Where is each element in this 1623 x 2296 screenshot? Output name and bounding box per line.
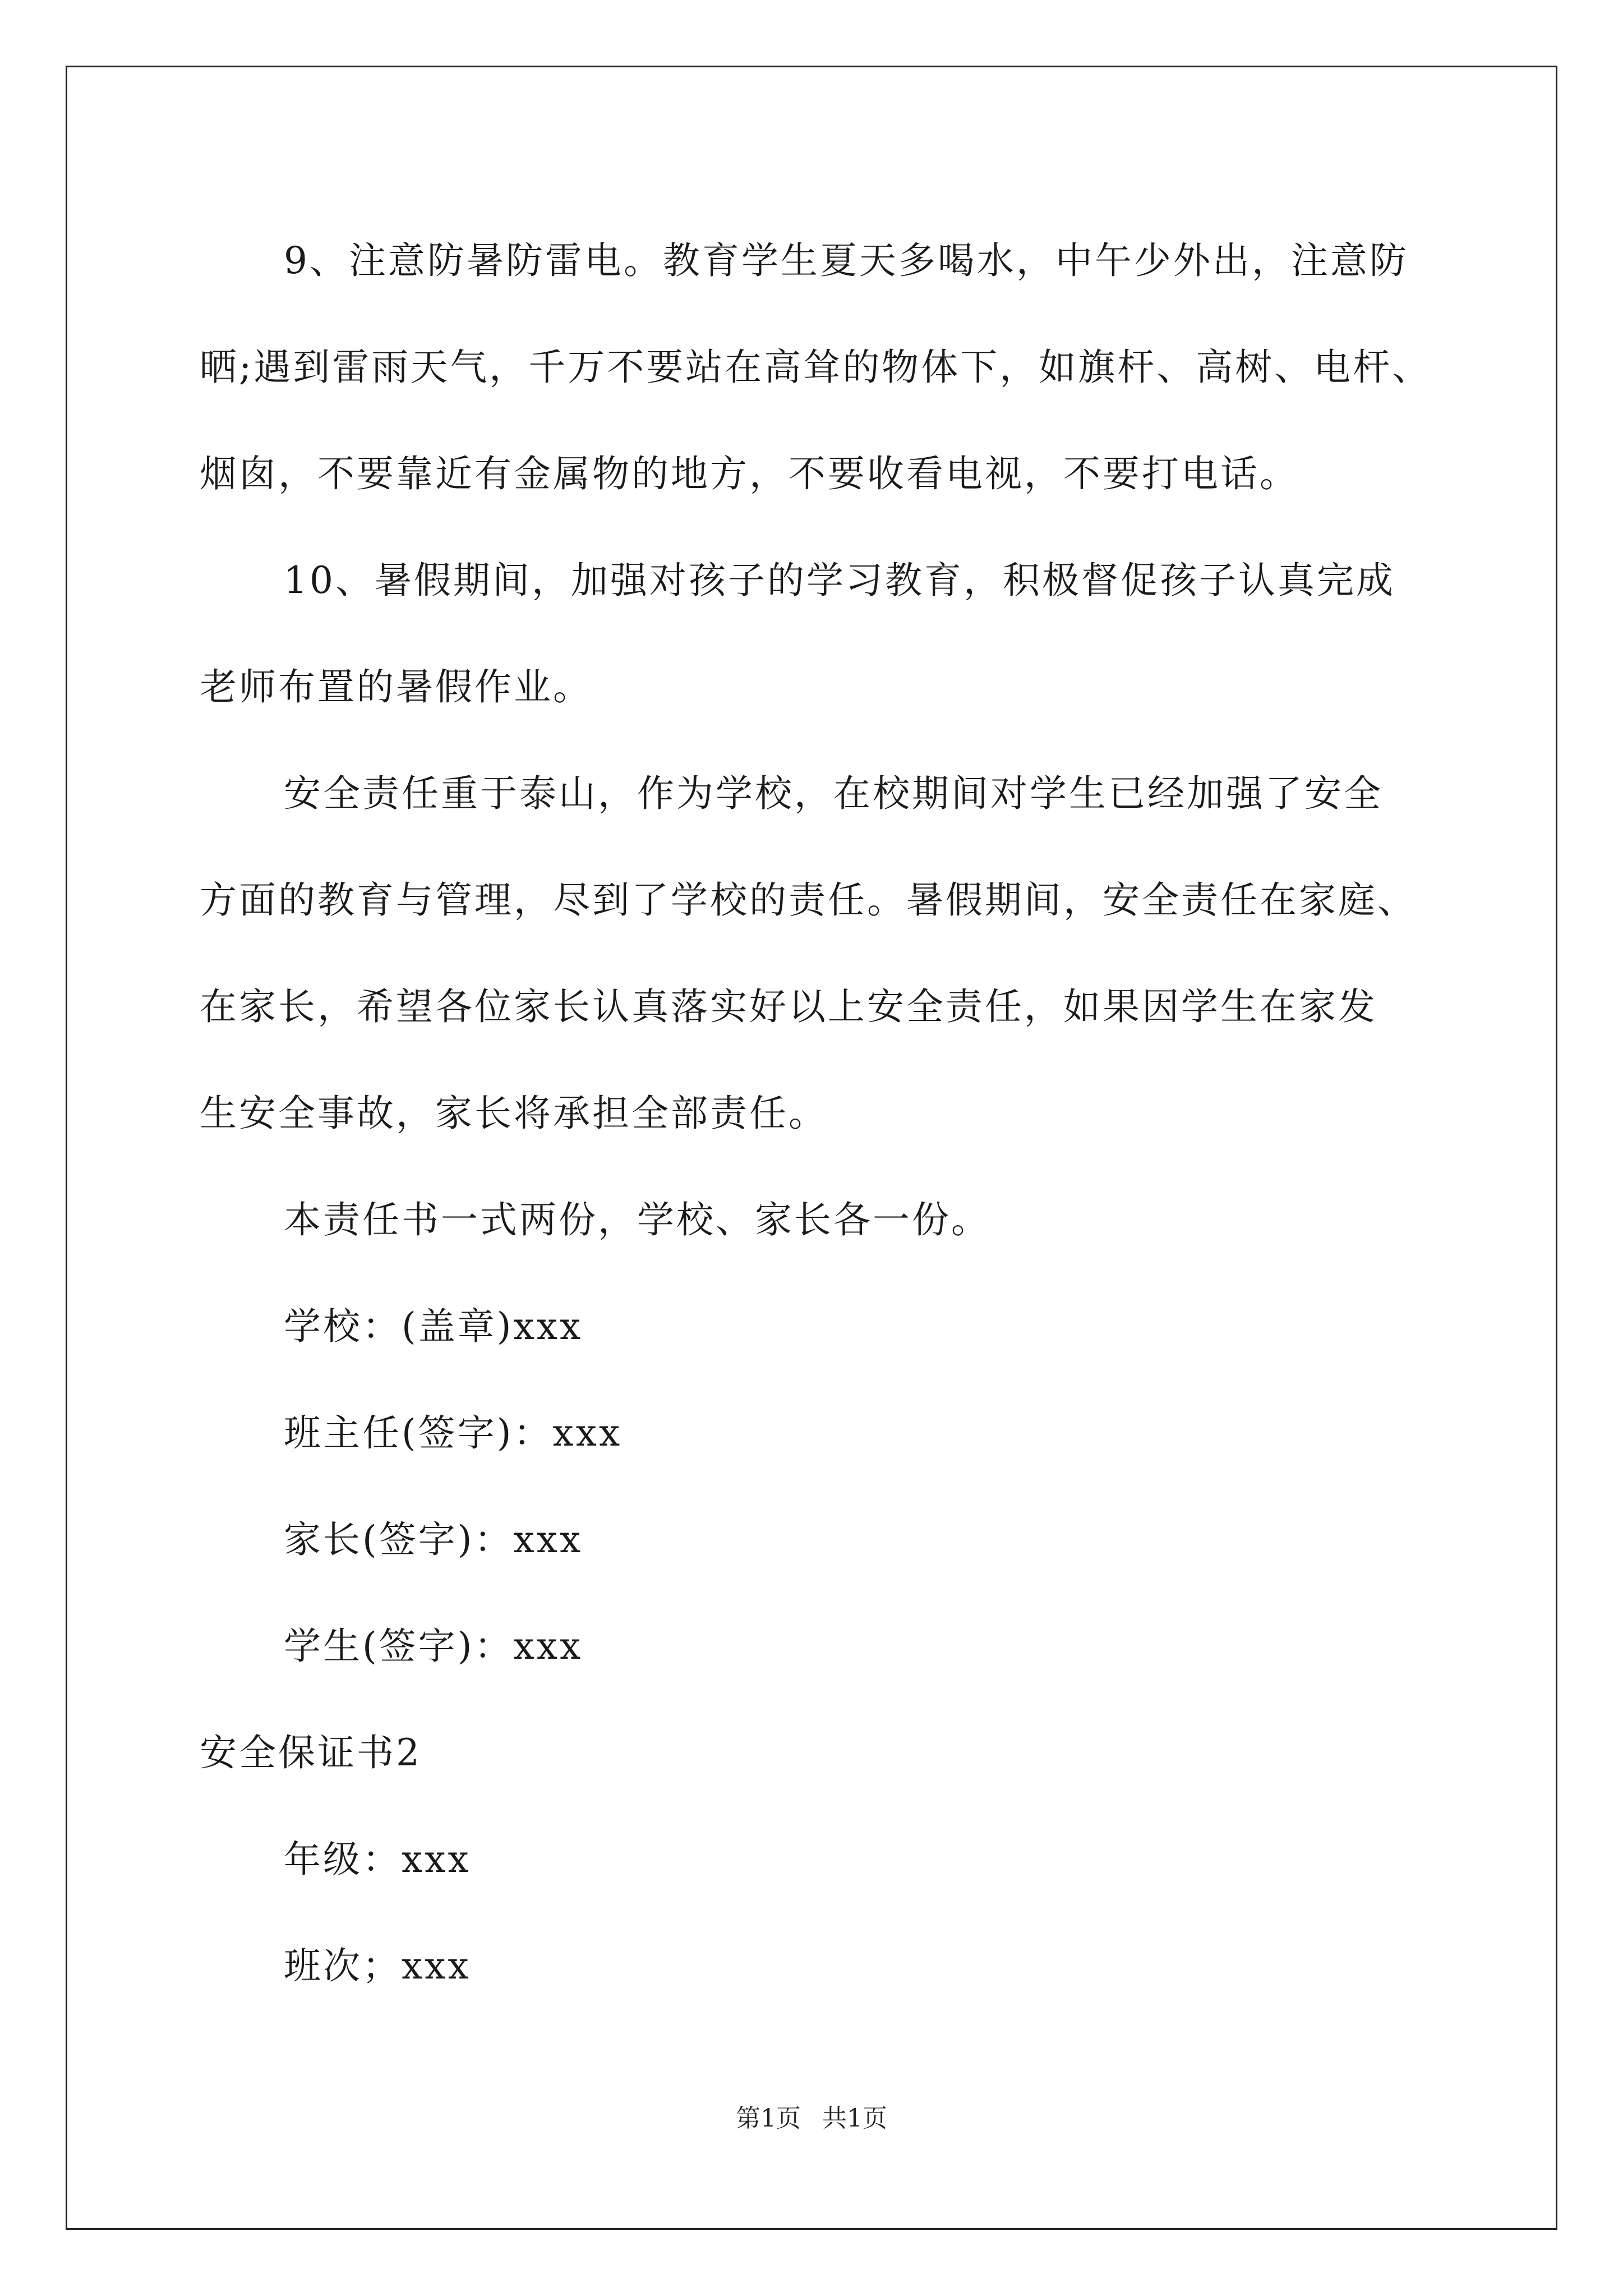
text-line: 安全责任重于泰山，作为学校，在校期间对学生已经加强了安全 bbox=[284, 772, 1383, 815]
field-class: 班次；xxx bbox=[284, 1944, 471, 1987]
text-line: 9、注意防暑防雷电。教育学生夏天多喝水，中午少外出，注意防 bbox=[284, 239, 1409, 282]
document-body bbox=[200, 208, 1433, 2019]
text-line: 在家长，希望各位家长认真落实好以上安全责任，如果因学生在家发 bbox=[200, 985, 1377, 1028]
text-line: 老师布置的暑假作业。 bbox=[200, 665, 592, 708]
paragraph-responsibility bbox=[200, 740, 1433, 1167]
text-line: 10、暑假期间，加强对孩子的学习教育，积极督促孩子认真完成 bbox=[284, 559, 1395, 602]
signature-teacher: 班主任(签字)：xxx bbox=[284, 1411, 623, 1455]
signature-school: 学校：(盖章)xxx bbox=[284, 1305, 583, 1348]
section-title: 安全保证书2 bbox=[200, 1731, 422, 1774]
page-footer bbox=[0, 2098, 1623, 2134]
signature-parent: 家长(签字)：xxx bbox=[284, 1518, 583, 1561]
paragraph-copies: 本责任书一式两份，学校、家长各一份。 bbox=[284, 1198, 990, 1241]
text-line: 晒;遇到雷雨天气，千万不要站在高耸的物体下，如旗杆、高树、电杆、 bbox=[200, 346, 1432, 389]
paragraph-item-9 bbox=[200, 208, 1433, 527]
signature-student: 学生(签字)：xxx bbox=[284, 1625, 583, 1668]
page-number: 第1页 bbox=[736, 2104, 801, 2133]
text-line: 烟囱，不要靠近有金属物的地方，不要收看电视，不要打电话。 bbox=[200, 452, 1299, 495]
page-total: 共1页 bbox=[822, 2104, 887, 2133]
paragraph-item-10 bbox=[200, 527, 1433, 740]
text-line: 生安全事故，家长将承担全部责任。 bbox=[200, 1092, 828, 1135]
text-line: 方面的教育与管理，尽到了学校的责任。暑假期间，安全责任在家庭、 bbox=[200, 878, 1417, 922]
field-grade: 年级：xxx bbox=[284, 1838, 471, 1881]
